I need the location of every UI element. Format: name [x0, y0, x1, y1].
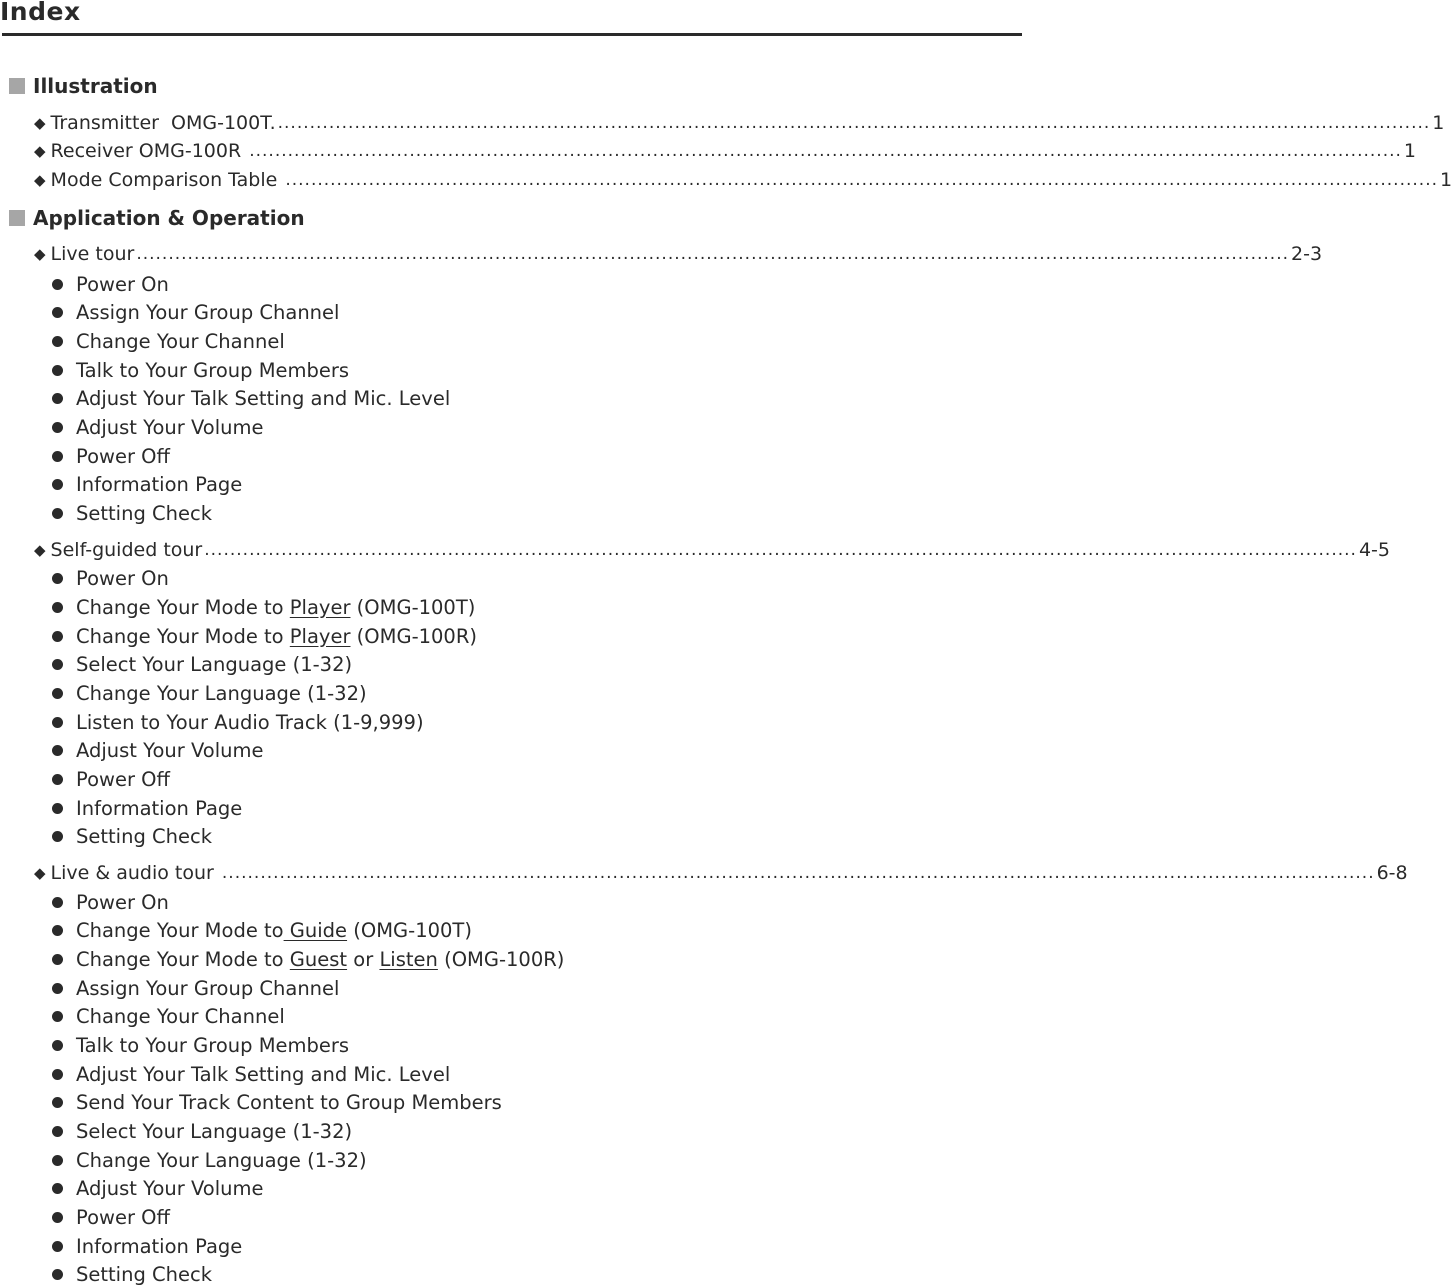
diamond-bullet-icon: ◆ — [34, 142, 46, 160]
mode-name: Listen — [379, 947, 438, 971]
dot-bullet-icon — [52, 688, 63, 699]
section-illustration — [9, 75, 158, 97]
entry-page: 2-3 — [1291, 243, 1323, 265]
title-divider — [2, 33, 1022, 36]
list-item: Information Page — [52, 1235, 242, 1257]
dot-bullet-icon — [52, 422, 63, 433]
diamond-bullet-icon: ◆ — [34, 541, 46, 559]
toc-entry-live-tour[interactable] — [34, 243, 1323, 265]
list-item: Assign Your Group Channel — [52, 301, 339, 323]
section-application-operation — [9, 207, 305, 229]
mode-name: Guest — [289, 947, 348, 971]
dot-bullet-icon — [52, 803, 63, 814]
dot-leader: .................................................................................................................................................................................... — [249, 141, 1402, 161]
diamond-bullet-icon: ◆ — [34, 114, 46, 132]
toc-entry-self-guided-tour[interactable] — [34, 539, 1390, 561]
dot-bullet-icon — [52, 1155, 63, 1166]
toc-entry-transmitter[interactable] — [34, 112, 1445, 134]
list-item: Power On — [52, 273, 169, 295]
list-item: Adjust Your Volume — [52, 739, 264, 761]
entry-label: Live & audio tour — [50, 862, 220, 884]
list-item: Change Your Language (1-32) — [52, 682, 367, 704]
list-item: Setting Check — [52, 825, 212, 847]
dot-bullet-icon — [52, 745, 63, 756]
dot-bullet-icon — [52, 925, 63, 936]
dot-bullet-icon — [52, 831, 63, 842]
dot-bullet-icon — [52, 508, 63, 519]
entry-page: 1 — [1440, 169, 1452, 191]
dot-bullet-icon — [52, 393, 63, 404]
list-item: Power Off — [52, 768, 170, 790]
entry-label: Mode Comparison Table — [50, 169, 284, 191]
dot-bullet-icon — [52, 897, 63, 908]
list-item: Change Your Mode to Guide (OMG-100T) — [52, 919, 472, 941]
diamond-bullet-icon: ◆ — [34, 864, 46, 882]
dot-bullet-icon — [52, 774, 63, 785]
dot-bullet-icon — [52, 602, 63, 613]
entry-label: Receiver OMG-100R — [50, 140, 248, 162]
square-bullet-icon — [9, 78, 25, 94]
square-bullet-icon — [9, 210, 25, 226]
dot-bullet-icon — [52, 1241, 63, 1252]
list-item: Change Your Mode to Player (OMG-100T) — [52, 596, 475, 618]
section-heading: Application & Operation — [33, 206, 305, 230]
diamond-bullet-icon: ◆ — [34, 171, 46, 189]
toc-entry-live-audio-tour[interactable] — [34, 862, 1408, 884]
dot-bullet-icon — [52, 631, 63, 642]
dot-bullet-icon — [52, 1097, 63, 1108]
dot-leader: .................................................................................................................................................................................... — [285, 170, 1439, 190]
dot-bullet-icon — [52, 336, 63, 347]
list-item: Setting Check — [52, 502, 212, 524]
dot-bullet-icon — [52, 573, 63, 584]
section-heading: Illustration — [33, 74, 158, 98]
list-item: Listen to Your Audio Track (1-9,999) — [52, 711, 424, 733]
list-item: Information Page — [52, 797, 242, 819]
list-item: Power On — [52, 567, 169, 589]
mode-name: Player — [289, 595, 351, 619]
list-item: Power Off — [52, 445, 170, 467]
dot-bullet-icon — [52, 1269, 63, 1280]
list-item: Adjust Your Talk Setting and Mic. Level — [52, 1063, 450, 1085]
dot-bullet-icon — [52, 451, 63, 462]
dot-bullet-icon — [52, 279, 63, 290]
mode-name: Player — [289, 624, 351, 648]
toc-entry-mode-comparison[interactable] — [34, 169, 1452, 191]
entry-label: Transmitter OMG-100T. — [50, 112, 276, 134]
list-item: Send Your Track Content to Group Members — [52, 1091, 502, 1113]
list-item: Assign Your Group Channel — [52, 977, 339, 999]
dot-bullet-icon — [52, 954, 63, 965]
list-item: Select Your Language (1-32) — [52, 1120, 352, 1142]
list-item: Power Off — [52, 1206, 170, 1228]
list-item: Change Your Channel — [52, 1005, 285, 1027]
list-item: Change Your Mode to Guest or Listen (OMG-100R) — [52, 948, 564, 970]
list-item: Information Page — [52, 473, 242, 495]
dot-bullet-icon — [52, 1040, 63, 1051]
dot-leader: .................................................................................................................................................................................... — [204, 540, 1357, 560]
dot-leader: .................................................................................................................................................................................... — [277, 113, 1431, 133]
list-item: Select Your Language (1-32) — [52, 653, 352, 675]
page-title: Index — [0, 0, 81, 26]
dot-bullet-icon — [52, 307, 63, 318]
entry-page: 4-5 — [1358, 539, 1390, 561]
dot-bullet-icon — [52, 1011, 63, 1022]
list-item: Talk to Your Group Members — [52, 1034, 349, 1056]
list-item: Talk to Your Group Members — [52, 359, 349, 381]
list-item: Change Your Language (1-32) — [52, 1149, 367, 1171]
dot-leader: .................................................................................................................................................................................... — [136, 244, 1289, 264]
dot-bullet-icon — [52, 1069, 63, 1080]
mode-name: Guide — [283, 918, 348, 942]
entry-label: Live tour — [50, 243, 135, 265]
dot-bullet-icon — [52, 717, 63, 728]
list-item: Setting Check — [52, 1263, 212, 1285]
list-item: Power On — [52, 891, 169, 913]
list-item: Change Your Channel — [52, 330, 285, 352]
list-item: Adjust Your Volume — [52, 1177, 264, 1199]
dot-bullet-icon — [52, 1126, 63, 1137]
dot-bullet-icon — [52, 1183, 63, 1194]
entry-page: 6-8 — [1376, 862, 1408, 884]
dot-bullet-icon — [52, 365, 63, 376]
toc-entry-receiver[interactable] — [34, 140, 1416, 162]
dot-bullet-icon — [52, 1212, 63, 1223]
dot-leader: .................................................................................................................................................................................... — [221, 863, 1375, 883]
list-item: Adjust Your Volume — [52, 416, 264, 438]
diamond-bullet-icon: ◆ — [34, 245, 46, 263]
dot-bullet-icon — [52, 479, 63, 490]
entry-page: 1 — [1432, 112, 1445, 134]
entry-label: Self-guided tour — [50, 539, 203, 561]
dot-bullet-icon — [52, 983, 63, 994]
dot-bullet-icon — [52, 659, 63, 670]
list-item: Change Your Mode to Player (OMG-100R) — [52, 625, 477, 647]
entry-page: 1 — [1403, 140, 1416, 162]
list-item: Adjust Your Talk Setting and Mic. Level — [52, 387, 450, 409]
